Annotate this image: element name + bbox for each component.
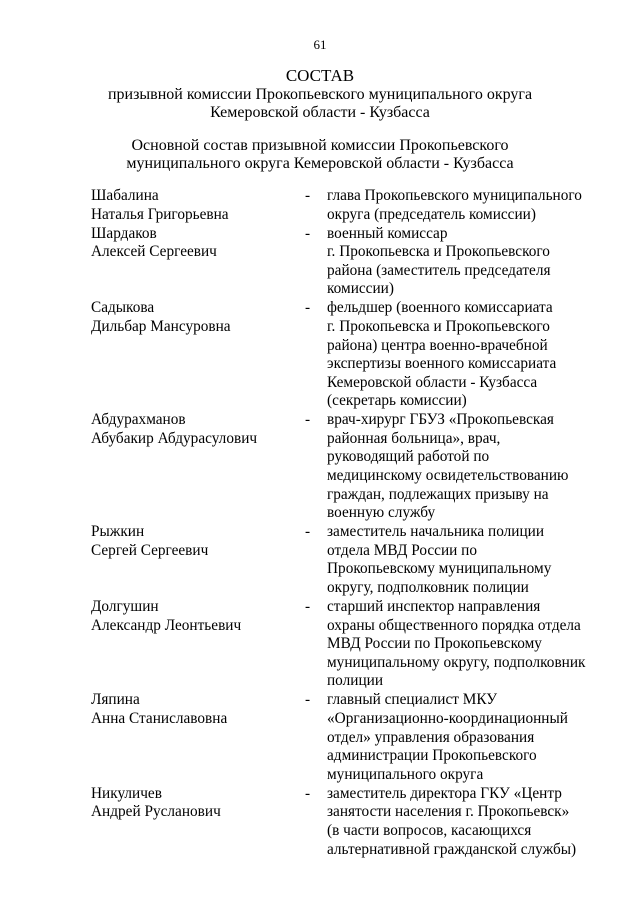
member-row bbox=[91, 411, 591, 523]
document-title-line: призывной комиссии Прокопьевского муниципального округа bbox=[107, 86, 533, 103]
member-role-line: МВД России по Прокопьевскому bbox=[327, 635, 542, 653]
members-list bbox=[91, 187, 591, 860]
section-title-line: муниципального округа Кемеровской области - Кузбасса bbox=[126, 155, 514, 172]
member-role-line: округа (председатель комиссии) bbox=[327, 205, 536, 223]
member-row bbox=[91, 187, 591, 224]
member-dash: - bbox=[305, 691, 311, 709]
member-name bbox=[91, 187, 305, 224]
member-role-line: фельдшер (военного комиссариата bbox=[327, 299, 553, 317]
member-name-line: Шабалина bbox=[91, 187, 159, 204]
member-role-line: Кемеровской области - Кузбасса bbox=[327, 373, 538, 391]
member-role bbox=[327, 785, 591, 859]
member-role-line: военный комиссар bbox=[327, 224, 448, 242]
member-role-line: военную службу bbox=[327, 504, 436, 522]
member-role bbox=[327, 411, 591, 523]
member-role-line: районная больница», врач, bbox=[327, 429, 501, 447]
member-dash: - bbox=[305, 598, 311, 616]
member-name-line: Наталья Григорьевна bbox=[91, 205, 229, 223]
member-dash: - bbox=[305, 299, 311, 317]
document-title: СОСТАВ bbox=[285, 66, 355, 85]
member-role-line: Прокопьевскому муниципальному bbox=[327, 560, 552, 578]
member-row bbox=[91, 598, 591, 691]
member-dash: - bbox=[305, 187, 311, 204]
member-name bbox=[91, 785, 305, 822]
member-role-line: охраны общественного порядка отдела bbox=[327, 616, 581, 634]
member-role-line: альтернативной гражданской службы) bbox=[327, 840, 577, 858]
section-title-block bbox=[0, 137, 640, 173]
member-role-line: врач-хирург ГБУЗ «Прокопьевская bbox=[327, 411, 554, 429]
member-role-line: (секретарь комиссии) bbox=[327, 392, 467, 410]
member-name-line: Рыжкин bbox=[91, 523, 145, 541]
member-name bbox=[91, 691, 305, 728]
member-name-line: Анна Станиславовна bbox=[91, 709, 228, 727]
member-role-line: (в части вопросов, касающихся bbox=[327, 821, 532, 839]
member-name bbox=[91, 225, 305, 262]
member-row bbox=[91, 785, 591, 859]
member-dash: - bbox=[305, 784, 311, 802]
member-role-line: главный специалист МКУ bbox=[327, 691, 498, 709]
member-name-line: Абдурахманов bbox=[91, 411, 186, 429]
member-role-line: занятости населения г. Прокопьевск» bbox=[327, 803, 570, 821]
member-role-line: округу, подполковник полиции bbox=[327, 579, 529, 597]
member-role-line: заместитель директора ГКУ «Центр bbox=[327, 784, 562, 802]
member-role-line: района (заместитель председателя bbox=[327, 261, 551, 279]
member-role bbox=[327, 598, 591, 691]
member-role-line: медицинскому освидетельствованию bbox=[327, 467, 569, 485]
member-role-line: старший инспектор направления bbox=[327, 598, 541, 616]
member-role bbox=[327, 299, 591, 411]
member-role bbox=[327, 187, 591, 224]
member-row bbox=[91, 299, 591, 411]
page-number: 61 bbox=[313, 37, 327, 52]
member-row bbox=[91, 523, 591, 597]
document-title-line: Кемеровской области - Кузбасса bbox=[210, 104, 430, 121]
member-name-line: Долгушин bbox=[91, 598, 159, 616]
member-role-line: комиссии) bbox=[327, 280, 394, 298]
member-role-line: заместитель начальника полиции bbox=[327, 523, 545, 541]
document-title-block bbox=[0, 66, 640, 122]
member-dash: - bbox=[305, 411, 311, 429]
member-role-line: администрации Прокопьевского bbox=[327, 747, 537, 765]
member-row bbox=[91, 691, 591, 784]
member-role-line: отдела МВД России по bbox=[327, 541, 477, 559]
member-name-line: Дильбар Мансуровна bbox=[91, 317, 231, 335]
member-role-line: муниципальному округу, подполковник bbox=[327, 653, 586, 671]
member-name bbox=[91, 598, 305, 635]
member-name-line: Шардаков bbox=[91, 224, 157, 242]
section-title-line: Основной состав призывной комиссии Прокопьевского bbox=[131, 137, 509, 154]
member-name-line: Сергей Сергеевич bbox=[91, 541, 209, 559]
member-role-line: граждан, подлежащих призыву на bbox=[327, 485, 549, 503]
member-role-line: г. Прокопьевска и Прокопьевского bbox=[327, 317, 550, 335]
member-role-line: экспертизы военного комиссариата bbox=[327, 355, 557, 373]
member-role-line: глава Прокопьевского муниципального bbox=[327, 187, 582, 204]
member-role-line: района) центра военно-врачебной bbox=[327, 336, 548, 354]
member-role bbox=[327, 225, 591, 299]
member-name-line: Андрей Русланович bbox=[91, 803, 221, 821]
member-name bbox=[91, 523, 305, 560]
member-row bbox=[91, 225, 591, 299]
member-role-line: г. Прокопьевска и Прокопьевского bbox=[327, 243, 550, 261]
member-name-line: Алексей Сергеевич bbox=[91, 243, 217, 261]
member-role bbox=[327, 691, 591, 784]
member-name bbox=[91, 411, 305, 448]
member-role bbox=[327, 523, 591, 597]
member-role-line: муниципального округа bbox=[327, 765, 484, 783]
member-dash: - bbox=[305, 224, 311, 242]
member-name bbox=[91, 299, 305, 336]
member-name-line: Абубакир Абдурасулович bbox=[91, 429, 258, 447]
member-role-line: руководящий работой по bbox=[327, 448, 490, 466]
member-name-line: Никуличев bbox=[91, 784, 162, 802]
member-name-line: Александр Леонтьевич bbox=[91, 616, 242, 634]
member-dash: - bbox=[305, 523, 311, 541]
member-role-line: «Организационно-координационный bbox=[327, 709, 568, 727]
member-role-line: отдел» управления образования bbox=[327, 728, 535, 746]
member-name-line: Садыкова bbox=[91, 299, 155, 317]
member-name-line: Ляпина bbox=[91, 691, 140, 709]
member-role-line: полиции bbox=[327, 672, 384, 690]
